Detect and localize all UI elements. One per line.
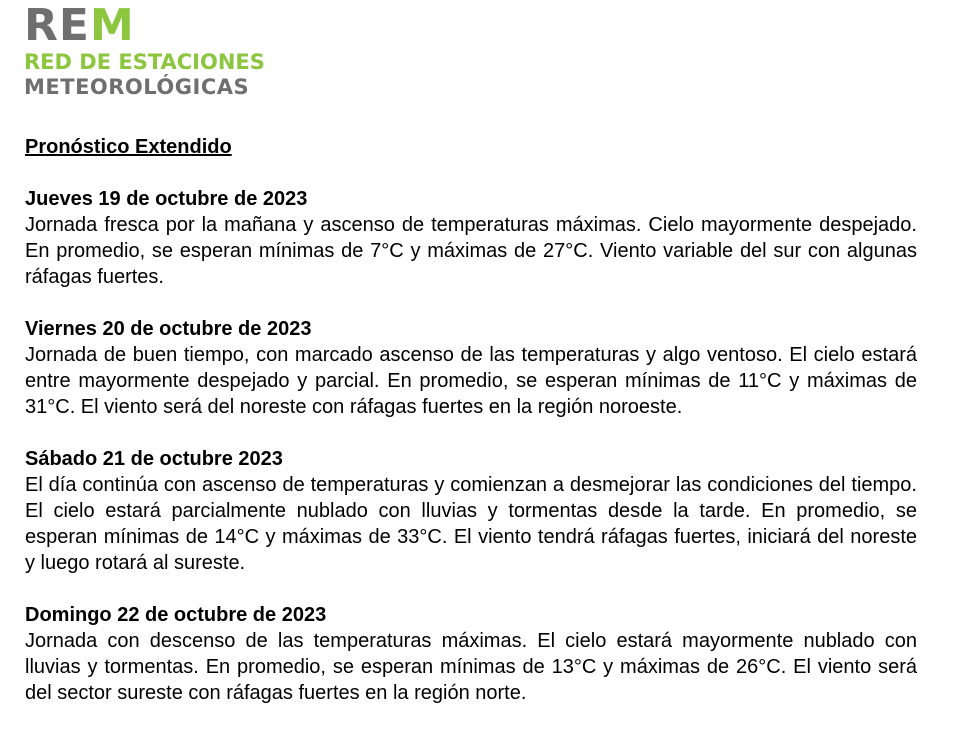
day-text: El día continúa con ascenso de temperaturas y comienzan a desmejorar las condiciones del tiempo. El cielo estará parcialmente nublado con lluvias y tormentas desde la tarde. En promedio, se esperan mínimas de 14°C y máximas de 33°C. El viento tendrá ráfagas fuertes, iniciará del noreste y luego rotará al sureste. (25, 474, 917, 574)
forecast-day-domingo (25, 602, 917, 706)
rem-logo (24, 0, 265, 100)
day-text: Jornada fresca por la mañana y ascenso de temperaturas máximas. Cielo mayormente despejado. En promedio, se esperan mínimas de 7°C y máximas de 27°C. Viento variable del sur con algunas ráfagas fuertes. (25, 214, 917, 288)
logo-acronym-m: M (89, 0, 135, 51)
forecast-day-viernes (25, 316, 917, 420)
logo-line-red-de-estaciones: RED DE ESTACIONES (24, 50, 265, 74)
forecast-document (25, 134, 917, 732)
logo-acronym-re: RE (24, 0, 90, 51)
forecast-day-jueves (25, 186, 917, 290)
logo-line-meteorologicas: METEOROLÓGICAS (24, 75, 250, 99)
day-heading: Viernes 20 de octubre de 2023 (25, 318, 312, 340)
day-text: Jornada de buen tiempo, con marcado ascenso de las temperaturas y algo ventoso. El cielo estará entre mayormente despejado y parcial. En promedio, se esperan mínimas de 11°C y máximas de 31°C. El viento será del noreste con ráfagas fuertes en la región noroeste. (25, 344, 917, 418)
day-text: Jornada con descenso de las temperaturas máximas. El cielo estará mayormente nublado con lluvias y tormentas. En promedio, se esperan mínimas de 13°C y máximas de 26°C. El viento será del sector sureste con ráfagas fuertes en la región norte. (25, 630, 917, 704)
day-heading: Sábado 21 de octubre 2023 (25, 448, 283, 470)
day-heading: Domingo 22 de octubre de 2023 (25, 604, 327, 626)
document-title: Pronóstico Extendido (25, 136, 232, 158)
forecast-day-sabado (25, 446, 917, 576)
day-heading: Jueves 19 de octubre de 2023 (25, 188, 308, 210)
logo-acronym (24, 0, 265, 51)
